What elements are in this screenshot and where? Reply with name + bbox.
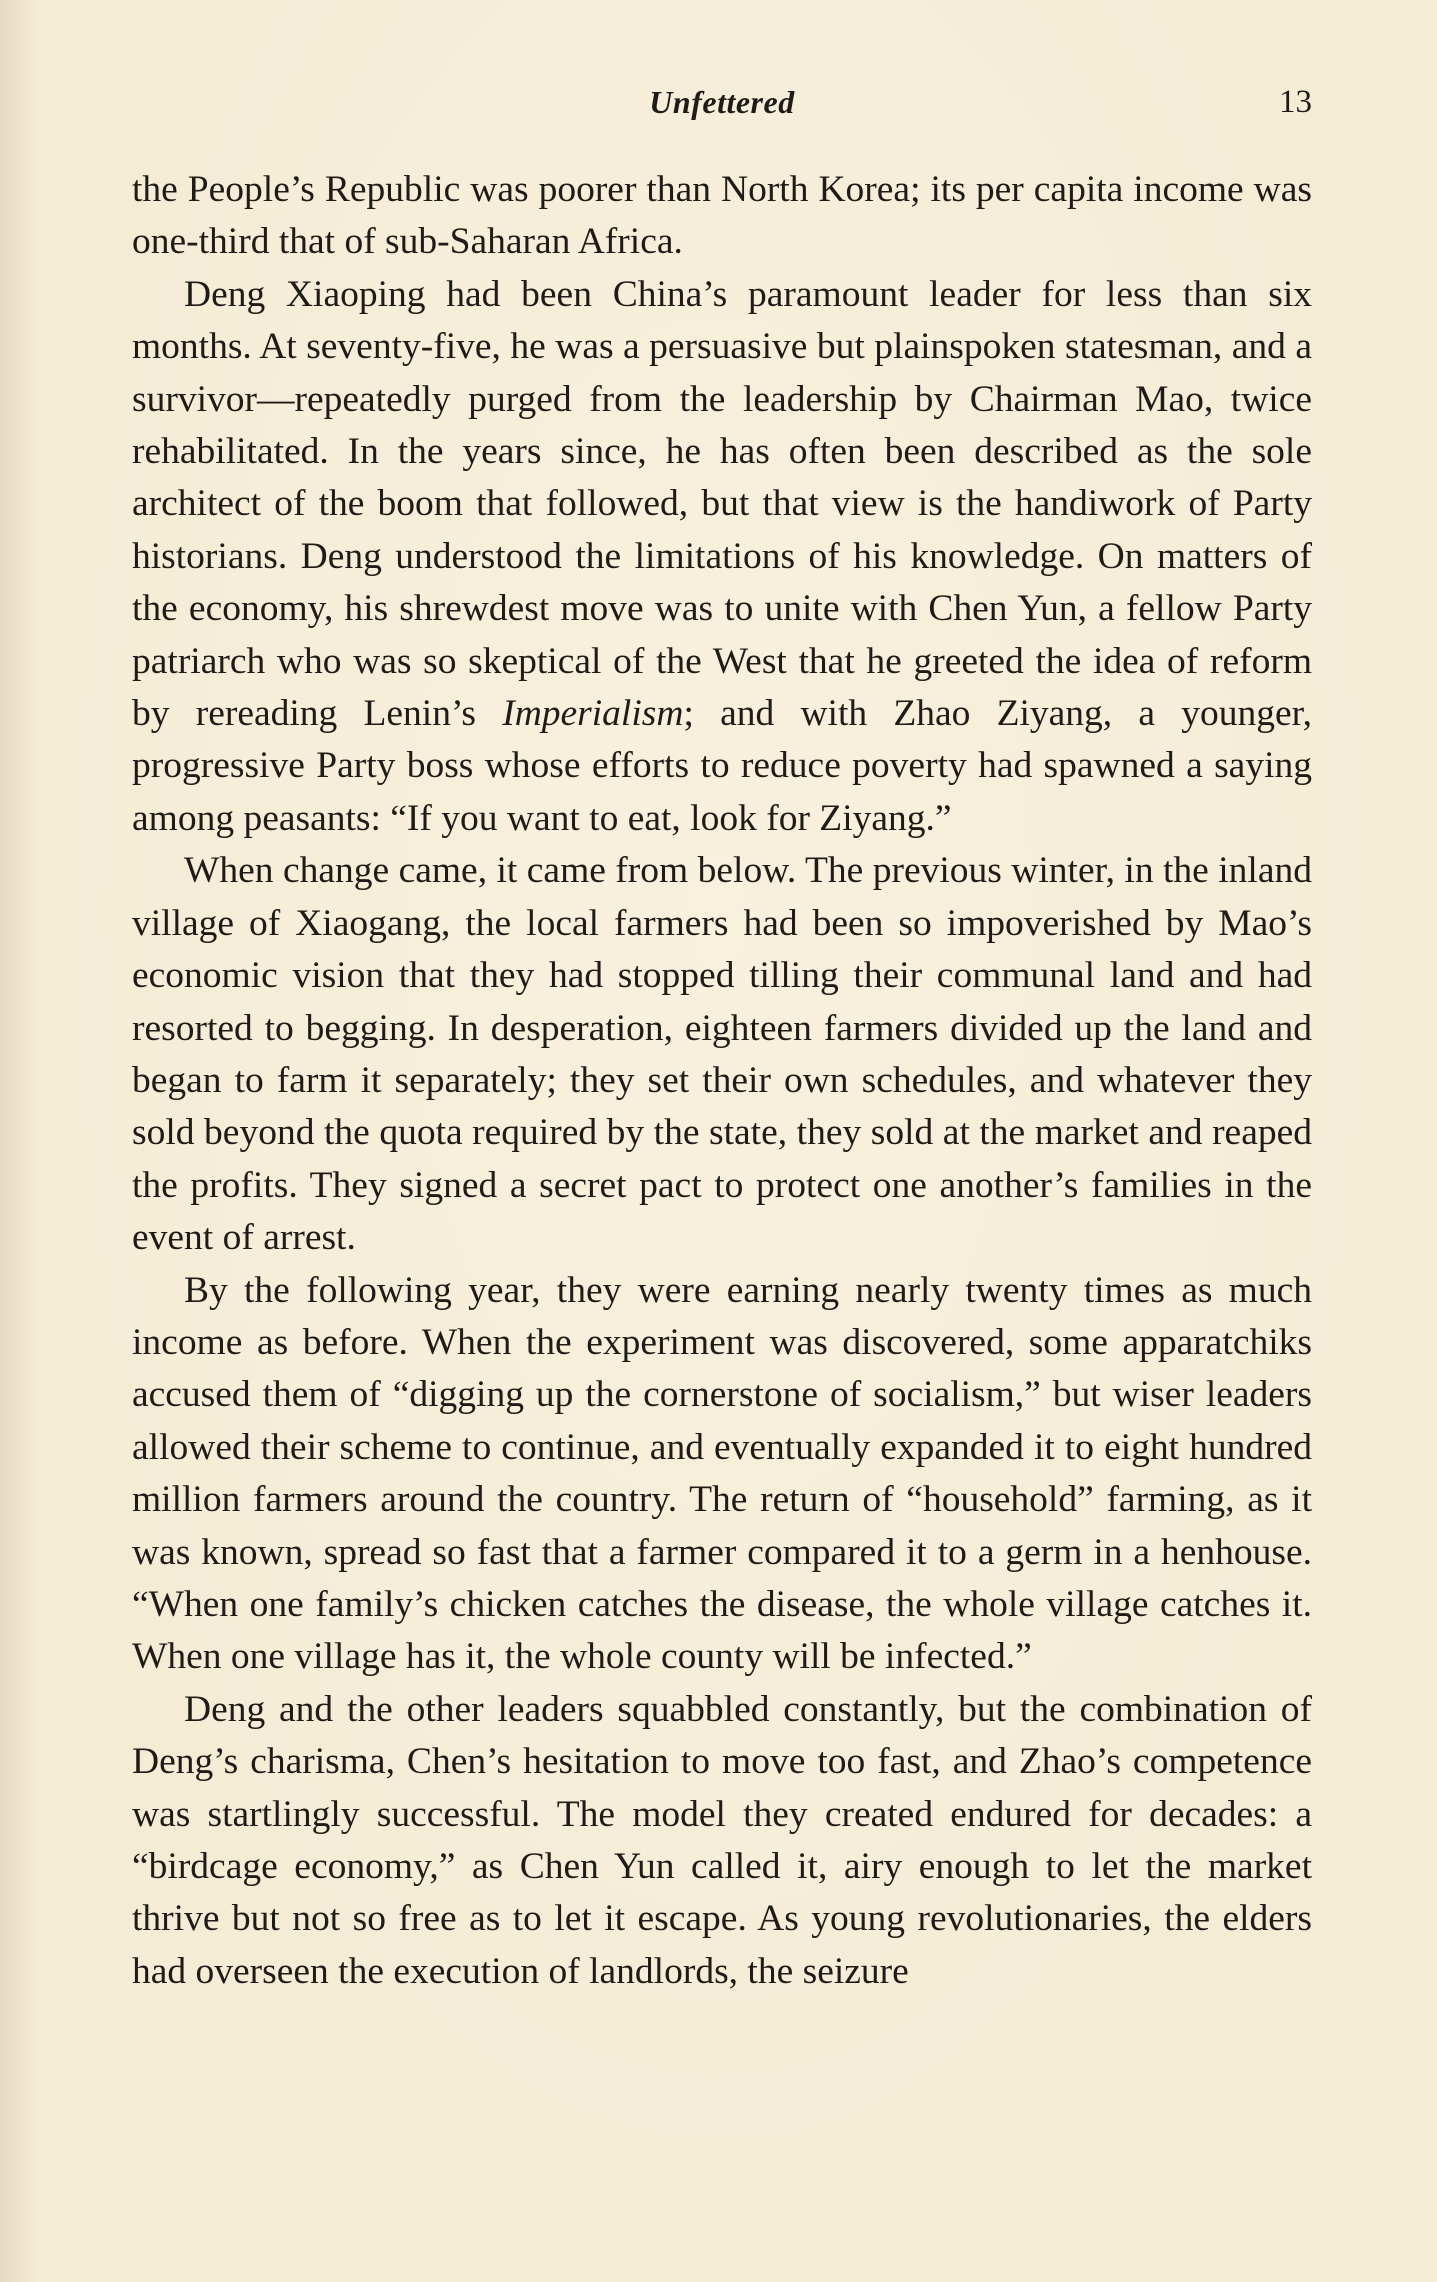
- paragraph-deng-xiaoping: [132, 269, 1312, 845]
- running-header: [132, 84, 1312, 134]
- page-number: 13: [1279, 84, 1312, 120]
- paragraph-continued: the People’s Republic was poorer than North Korea; its per capita income was one-third that of sub-Saharan Africa.: [132, 169, 1312, 263]
- page-gutter-shadow: [0, 0, 40, 2282]
- paragraph-birdcage-economy: Deng and the other leaders squabbled constantly, but the combination of Deng’s charisma, Chen’s hesitation to move too fast, and Zhao’s competence was startlingly successful. The model they created endured for decades: a “birdcage economy,” as Chen Yun called it, airy enough to let the market thrive but not so free as to let it escape. As young revolutionaries, the elders had overseen the execution of landlords, the seizure: [132, 1688, 1312, 1992]
- paragraph-text-after: ; and with Zhao Ziyang, a younger, progressive Party boss whose efforts to reduce poverty had spawned a saying among peasants: “If you want to eat, look for Ziyang.”: [132, 693, 1313, 839]
- paragraph-xiaogang: When change came, it came from below. The previous winter, in the inland village of Xiaogang, the local farmers had been so impoverished by Mao’s economic vision that they had stopped tilling their communal land and had resorted to begging. In desperation, eighteen farmers divided up the land and began to farm it separately; they set their own schedules, and whatever they sold beyond the quota required by the state, they sold at the market and reaped the profits. They signed a secret pact to protect one another’s families in the event of arrest.: [132, 850, 1312, 1259]
- paragraph-text: Deng Xiaoping had been China’s paramount leader for less than six months. At seventy-five, he was a persuasive but plainspoken statesman, and a survivor—repeatedly purged from the leadership by Chairman Mao, twice rehabilitated. In the years since, he has often been described as the sole architect of the boom that followed, but that view is the handiwork of Party historians. Deng understood the limitations of his knowledge. On matters of the economy, his shrewdest move was to unite with Chen Yun, a fellow Party patriarch who was so skeptical of the West that he greeted the idea of reform by rereading Lenin’s: [132, 273, 1312, 735]
- paragraph-following-year: By the following year, they were earning nearly twenty times as much income as before. When the experiment was discovered, some apparatchiks accused them of “digging up the cornerstone of socialism,” but wiser leaders allowed their scheme to continue, and eventually expanded it to eight hundred million farmers around the country. The return of “household” farming, as it was known, spread so fast that a farmer compared it to a germ in a henhouse. “When one family’s chicken catches the disease, the whole village catches it. When one village has it, the whole county will be infected.”: [132, 1269, 1312, 1678]
- body-text: [132, 164, 1312, 1998]
- book-title-imperialism: Imperialism: [502, 693, 684, 735]
- running-title: Unfettered: [649, 84, 795, 120]
